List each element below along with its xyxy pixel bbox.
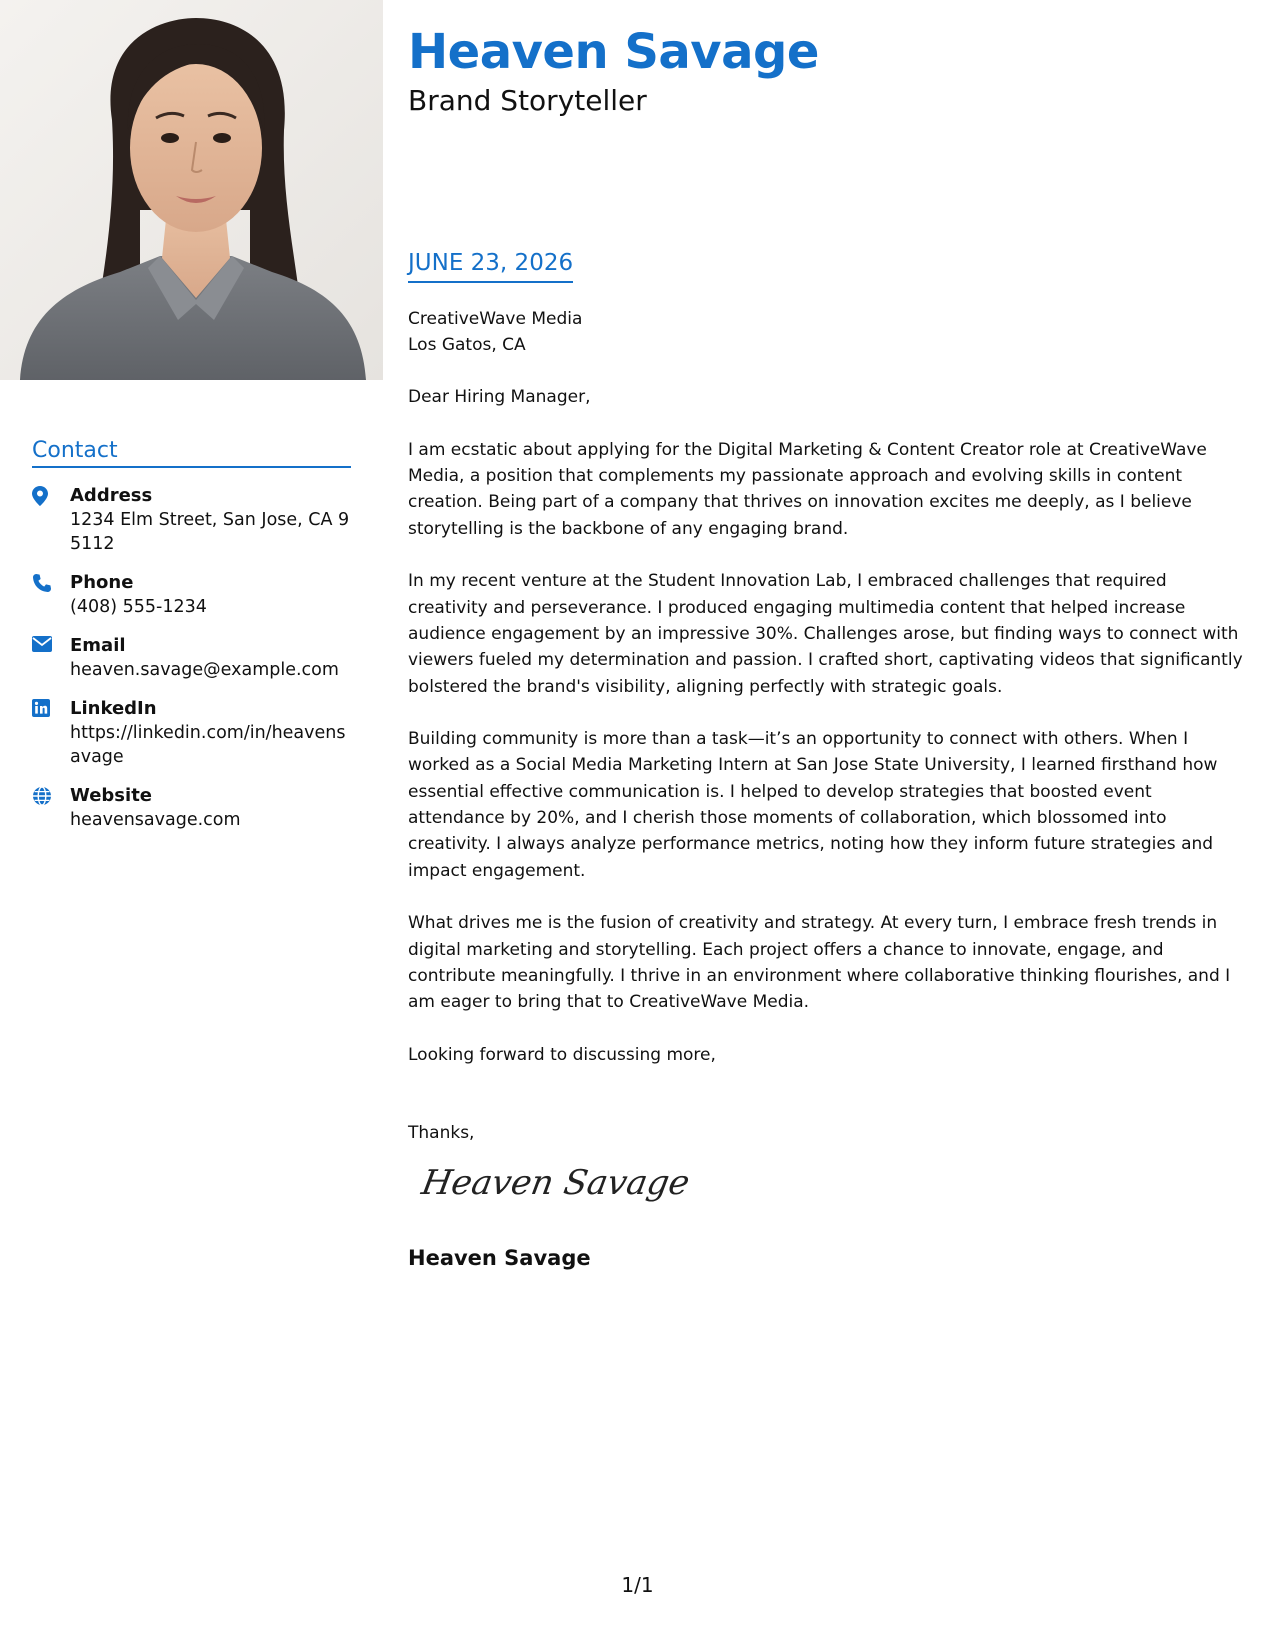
- handwritten-signature: [418, 1150, 693, 1220]
- phone-icon: [32, 571, 70, 593]
- contact-list: [32, 484, 354, 847]
- salutation: Dear Hiring Manager,: [408, 387, 591, 408]
- contact-linkedin: [32, 697, 354, 769]
- website-value[interactable]: heavensavage.com: [70, 810, 241, 830]
- address-value: 1234 Elm Street, San Jose, CA 95112: [70, 510, 350, 554]
- contact-address: [32, 484, 354, 556]
- contact-email: [32, 634, 354, 682]
- letter-body: [408, 307, 1248, 1173]
- signature-text: Heaven Savage: [418, 1163, 693, 1203]
- recipient-block: [408, 307, 1248, 358]
- contact-label: Email: [70, 635, 126, 656]
- contact-phone: [32, 571, 354, 619]
- signed-name: Heaven Savage: [408, 1246, 591, 1270]
- linkedin-icon: [32, 697, 70, 717]
- applicant-name: Heaven Savage: [408, 24, 819, 80]
- job-title: Brand Storyteller: [408, 84, 647, 117]
- recipient-company: CreativeWave Media: [408, 309, 583, 329]
- letter-paragraph: I am ecstatic about applying for the Digital Marketing & Content Creator role at CreativeWave Media, a position that complements my passionate approach and evolving skills in content creation. Being part of a company that thrives on innovation excites me deeply, as I believe storytelling is the backbone of any engaging brand.: [408, 439, 1207, 539]
- page-number: 1/1: [621, 1573, 654, 1597]
- letter-date: JUNE 23, 2026: [408, 250, 573, 283]
- contact-heading: Contact: [32, 438, 351, 468]
- globe-icon: [32, 784, 70, 806]
- profile-photo: [0, 0, 383, 380]
- contact-website: [32, 784, 354, 832]
- letter-paragraph: In my recent venture at the Student Innovation Lab, I embraced challenges that required creativity and perseverance. I produced engaging multimedia content that helped increase audience engagement by an impressive 30%. Challenges arose, but finding ways to connect with viewers fueled my determination and passion. I crafted short, captivating videos that significantly bolstered the brand's visibility, aligning perfectly with strategic goals.: [408, 571, 1243, 697]
- email-icon: [32, 634, 70, 652]
- recipient-location: Los Gatos, CA: [408, 334, 526, 355]
- location-pin-icon: [32, 484, 70, 506]
- contact-label: Phone: [70, 572, 134, 593]
- closing-line: Looking forward to discussing more,: [408, 1044, 716, 1065]
- phone-value[interactable]: (408) 555-1234: [70, 597, 207, 617]
- portrait-illustration: [0, 0, 383, 380]
- email-value[interactable]: heaven.savage@example.com: [70, 660, 339, 680]
- linkedin-value[interactable]: https://linkedin.com/in/heavensavage: [70, 723, 346, 767]
- contact-label: Website: [70, 785, 153, 806]
- contact-label: Address: [70, 485, 153, 506]
- letter-paragraph: Building community is more than a task—it’s an opportunity to connect with others. When I worked as a Social Media Marketing Intern at San Jose State University, I learned firsthand how essential effective communication is. I helped to develop strategies that boosted event attendance by 20%, and I cherish those moments of collaboration, which blossomed into creativity. I always analyze performance metrics, noting how they inform future strategies and impact engagement.: [408, 729, 1218, 881]
- sign-off: Thanks,: [408, 1123, 475, 1144]
- letter-paragraph: What drives me is the fusion of creativity and strategy. At every turn, I embrace fresh trends in digital marketing and storytelling. Each project offers a chance to innovate, engage, and contribute meaningfully. I thrive in an environment where collaborative thinking flourishes, and I am eager to bring that to CreativeWave Media.: [408, 913, 1231, 1013]
- contact-label: LinkedIn: [70, 698, 157, 719]
